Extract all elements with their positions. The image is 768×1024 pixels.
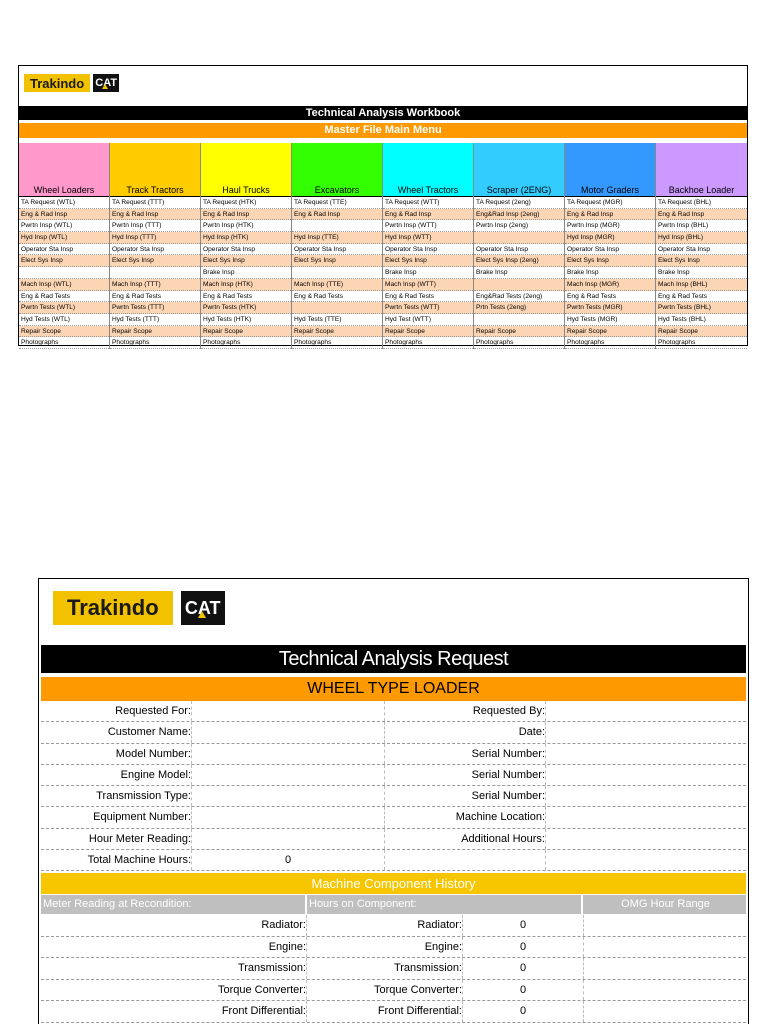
form-row (41, 744, 746, 765)
menu-link[interactable]: Pwrtn Tests (MGR) (565, 302, 655, 314)
cat-logo-icon: CAT (93, 74, 119, 92)
menu-column (383, 143, 474, 349)
field-input[interactable] (545, 744, 746, 764)
field-input[interactable] (545, 722, 746, 742)
menu-link[interactable]: Mach Insp (TTT) (110, 279, 200, 291)
menu-link[interactable]: Brake Insp (474, 267, 564, 279)
menu-link[interactable]: Brake Insp (201, 267, 291, 279)
menu-link[interactable]: Operator Sta Insp (292, 244, 382, 256)
menu-link[interactable]: Eng & Rad Insp (292, 209, 382, 221)
menu-link (292, 267, 382, 279)
form-row (41, 829, 746, 850)
menu-link[interactable]: Eng & Rad Tests (656, 291, 747, 303)
menu-column-header: Scraper (2ENG) (474, 143, 564, 197)
menu-link[interactable]: Mach Insp (HTK) (201, 279, 291, 291)
field-label (384, 850, 545, 870)
menu-link[interactable]: Mach Insp (BHL) (656, 279, 747, 291)
menu-link[interactable]: Photographs (201, 337, 291, 349)
component-hours[interactable]: 0 (463, 915, 584, 936)
menu-link[interactable]: Repair Scope (565, 326, 655, 338)
menu-link[interactable]: Elect Sys Insp (292, 255, 382, 267)
menu-link[interactable]: Eng&Rad Insp (2eng) (474, 209, 564, 221)
menu-link[interactable]: Hyd Tests (WTL) (19, 314, 109, 326)
menu-link[interactable]: Hyd Insp (WTT) (383, 232, 473, 244)
logo-brand: Trakindo (53, 591, 173, 625)
menu-link[interactable]: Pwrtn Insp (TTT) (110, 220, 200, 232)
field-input[interactable]: 0 (191, 850, 384, 870)
component-label: Radiator: (307, 915, 463, 936)
form-row (41, 765, 746, 786)
menu-link[interactable]: Eng & Rad Insp (383, 209, 473, 221)
history-row (41, 937, 746, 959)
field-input[interactable] (191, 786, 384, 806)
menu-link[interactable]: Eng & Rad Insp (19, 209, 109, 221)
menu-link[interactable]: TA Request (WTT) (383, 197, 473, 209)
menu-link[interactable]: Elect Sys Insp (656, 255, 747, 267)
field-label: Hour Meter Reading: (88, 832, 191, 845)
logo-brand: Trakindo (24, 74, 90, 92)
field-label: Additional Hours: (384, 829, 545, 849)
field-label: Requested By: (384, 701, 545, 721)
menu-column (656, 143, 747, 349)
menu-link[interactable]: Pwrtn Insp (WTL) (19, 220, 109, 232)
menu-link[interactable]: Hyd Insp (BHL) (656, 232, 747, 244)
menu-link[interactable]: Pwrtn Insp (MGR) (565, 220, 655, 232)
menu-link[interactable]: Photographs (565, 337, 655, 349)
menu-column (110, 143, 201, 349)
form-row (41, 722, 746, 743)
field-label: Total Machine Hours: (87, 854, 191, 867)
menu-link[interactable]: Elect Sys Insp (2eng) (474, 255, 564, 267)
menu-link[interactable]: Hyd Tests (MGR) (565, 314, 655, 326)
history-row (41, 980, 746, 1002)
meter-reading-header: Meter Reading at Recondition: (41, 895, 307, 914)
menu-link[interactable]: Operator Sta Insp (474, 244, 564, 256)
menu-link[interactable]: Eng&Rad Tests (2eng) (474, 291, 564, 303)
menu-link[interactable]: TA Request (TTE) (292, 197, 382, 209)
menu-link[interactable]: Photographs (383, 337, 473, 349)
menu-link[interactable]: Pwrtn Insp (BHL) (656, 220, 747, 232)
menu-link[interactable]: Hyd Insp (WTL) (19, 232, 109, 244)
menu-link[interactable]: Brake Insp (656, 267, 747, 279)
menu-link[interactable]: Pwrtn Tests (HTK) (201, 302, 291, 314)
menu-link[interactable]: Operator Sta Insp (19, 244, 109, 256)
component-label: Front Differential: (41, 1001, 307, 1022)
menu-link[interactable]: Hyd Tests (TTE) (292, 314, 382, 326)
menu-link[interactable]: Eng & Rad Insp (656, 209, 747, 221)
menu-link[interactable]: Hyd Insp (TTT) (110, 232, 200, 244)
omg-hour-range-cell[interactable] (584, 915, 746, 936)
component-history-title: Machine Component History (41, 873, 746, 894)
form-row (41, 850, 746, 871)
field-input[interactable] (545, 786, 746, 806)
menu-grid (19, 143, 747, 349)
menu-link[interactable]: Brake Insp (383, 267, 473, 279)
field-label: Transmission Type: (96, 790, 191, 803)
menu-link[interactable]: Pwrtn Tests (TTT) (110, 302, 200, 314)
menu-link (292, 302, 382, 314)
form-row (41, 807, 746, 828)
menu-link[interactable]: Repair Scope (19, 326, 109, 338)
menu-link[interactable]: TA Request (HTK) (201, 197, 291, 209)
cat-logo-icon: CAT (181, 591, 225, 625)
menu-link (292, 220, 382, 232)
request-title: Technical Analysis Request (41, 645, 746, 673)
field-input[interactable] (191, 765, 384, 785)
component-label: Engine: (307, 937, 463, 958)
field-label: Requested For: (115, 705, 191, 717)
field-label: Machine Location: (384, 807, 545, 827)
menu-link[interactable]: Mach Insp (MGR) (565, 279, 655, 291)
menu-link[interactable]: Repair Scope (201, 326, 291, 338)
menu-link[interactable]: Pwrtn Insp (WTT) (383, 220, 473, 232)
menu-link[interactable]: TA Request (2eng) (474, 197, 564, 209)
menu-link[interactable]: Eng & Rad Insp (110, 209, 200, 221)
field-label: Equipment Number: (93, 811, 191, 824)
component-history-header (41, 895, 746, 914)
field-input[interactable] (191, 744, 384, 764)
menu-link[interactable]: Hyd Insp (MGR) (565, 232, 655, 244)
form-row (41, 701, 746, 722)
component-label: Front Differential: (307, 1001, 463, 1022)
component-label: Torque Converter: (307, 980, 463, 1001)
field-input[interactable] (545, 765, 746, 785)
omg-hour-range-cell[interactable] (584, 958, 746, 979)
menu-link[interactable]: Eng & Rad Insp (565, 209, 655, 221)
menu-link[interactable]: Hyd Tests (HTK) (201, 314, 291, 326)
field-label: Customer Name: (107, 726, 191, 739)
main-menu-title: Master File Main Menu (19, 123, 747, 138)
menu-link[interactable]: Eng & Rad Tests (110, 291, 200, 303)
form-row (41, 786, 746, 807)
workbook-title: Technical Analysis Workbook (19, 106, 747, 120)
omg-hour-range-cell[interactable] (584, 937, 746, 958)
field-input[interactable] (191, 701, 384, 721)
menu-link[interactable]: Repair Scope (292, 326, 382, 338)
field-label: Date: (384, 722, 545, 742)
menu-link[interactable]: Pwrtn Tests (BHL) (656, 302, 747, 314)
component-hours[interactable]: 0 (463, 980, 584, 1001)
history-row (41, 915, 746, 937)
trakindo-cat-logo (24, 74, 119, 92)
menu-link[interactable]: Hyd Test (WTT) (383, 314, 473, 326)
component-label: Transmission: (41, 958, 307, 979)
field-input[interactable] (191, 829, 384, 849)
component-label: Transmission: (307, 958, 463, 979)
menu-link[interactable]: Eng & Rad Insp (201, 209, 291, 221)
menu-link[interactable]: Photographs (292, 337, 382, 349)
field-label: Serial Number: (384, 744, 545, 764)
component-history-rows (41, 915, 746, 1023)
menu-column-header: Backhoe Loader (656, 143, 747, 197)
component-hours[interactable]: 0 (463, 937, 584, 958)
menu-column-header: Track Tractors (110, 143, 200, 197)
menu-link (110, 267, 200, 279)
menu-link[interactable]: Hyd Insp (TTE) (292, 232, 382, 244)
menu-link[interactable]: Mach Insp (TTE) (292, 279, 382, 291)
menu-link[interactable]: Hyd Tests (BHL) (656, 314, 747, 326)
menu-link[interactable]: TA Request (MGR) (565, 197, 655, 209)
menu-link[interactable]: Prtn Tests (2eng) (474, 302, 564, 314)
menu-link[interactable]: Brake Insp (565, 267, 655, 279)
menu-column (565, 143, 656, 349)
field-input[interactable] (545, 807, 746, 827)
menu-column-header: Motor Graders (565, 143, 655, 197)
field-input[interactable] (545, 850, 746, 870)
omg-hour-range-cell[interactable] (584, 980, 746, 1001)
menu-link[interactable]: TA Request (WTL) (19, 197, 109, 209)
menu-link[interactable]: Elect Sys Insp (201, 255, 291, 267)
menu-link[interactable]: Photographs (110, 337, 200, 349)
menu-link[interactable]: Mach Insp (WTT) (383, 279, 473, 291)
menu-link[interactable]: Repair Scope (110, 326, 200, 338)
menu-link[interactable]: TA Request (TTT) (110, 197, 200, 209)
menu-link[interactable]: Eng & Rad Tests (565, 291, 655, 303)
omg-hour-range-header: OMG Hour Range (621, 898, 710, 910)
menu-link[interactable]: Operator Sta Insp (383, 244, 473, 256)
component-label: Engine: (41, 937, 307, 958)
menu-link[interactable]: Eng & Rad Tests (383, 291, 473, 303)
menu-column-header: Haul Trucks (201, 143, 291, 197)
menu-link[interactable]: Pwrtn Insp (HTK) (201, 220, 291, 232)
menu-link[interactable]: Operator Sta Insp (565, 244, 655, 256)
field-label: Serial Number: (384, 786, 545, 806)
menu-link[interactable]: Pwrtn Tests (WTL) (19, 302, 109, 314)
component-label: Torque Converter: (41, 980, 307, 1001)
ta-request-sheet (38, 578, 749, 1024)
menu-link[interactable]: Repair Scope (656, 326, 747, 338)
menu-link[interactable]: Elect Sys Insp (383, 255, 473, 267)
menu-link[interactable]: Hyd Insp (HTK) (201, 232, 291, 244)
history-row (41, 1001, 746, 1023)
menu-link[interactable]: Operator Sta Insp (201, 244, 291, 256)
request-form (41, 701, 746, 871)
menu-link[interactable]: Pwrtn Tests (WTT) (383, 302, 473, 314)
menu-column-header: Wheel Tractors (383, 143, 473, 197)
menu-link[interactable]: Repair Scope (474, 326, 564, 338)
menu-link[interactable]: Mach Insp (WTL) (19, 279, 109, 291)
menu-column (474, 143, 565, 349)
menu-link (19, 267, 109, 279)
menu-link[interactable]: Eng & Rad Tests (292, 291, 382, 303)
field-input[interactable] (545, 701, 746, 721)
omg-hour-range-cell[interactable] (584, 1001, 746, 1022)
menu-link[interactable]: Photographs (656, 337, 747, 349)
menu-link (474, 232, 564, 244)
machine-type-title: WHEEL TYPE LOADER (41, 677, 746, 701)
menu-link[interactable]: Photographs (474, 337, 564, 349)
field-input[interactable] (545, 829, 746, 849)
master-menu-sheet (18, 65, 748, 346)
hours-on-component-header: Hours on Component: (307, 895, 583, 914)
field-input[interactable] (191, 722, 384, 742)
menu-link (474, 279, 564, 291)
menu-column (201, 143, 292, 349)
menu-link[interactable]: Elect Sys Insp (565, 255, 655, 267)
field-label: Serial Number: (384, 765, 545, 785)
field-label: Engine Model: (120, 768, 191, 781)
menu-link[interactable]: TA Request (BHL) (656, 197, 747, 209)
menu-link[interactable]: Eng & Rad Tests (201, 291, 291, 303)
menu-link[interactable]: Operator Sta Insp (110, 244, 200, 256)
menu-column (292, 143, 383, 349)
component-label: Radiator: (41, 915, 307, 936)
menu-link[interactable]: Eng & Rad Tests (19, 291, 109, 303)
menu-link[interactable]: Hyd Tests (TTT) (110, 314, 200, 326)
menu-column (19, 143, 110, 349)
menu-link[interactable]: Elect Sys Insp (19, 255, 109, 267)
component-hours[interactable]: 0 (463, 958, 584, 979)
menu-link[interactable]: Operator Sta Insp (656, 244, 747, 256)
menu-link (474, 314, 564, 326)
trakindo-cat-logo (53, 591, 225, 625)
menu-link[interactable]: Repair Scope (383, 326, 473, 338)
menu-link[interactable]: Pwrtn Insp (2eng) (474, 220, 564, 232)
history-row (41, 958, 746, 980)
menu-link[interactable]: Elect Sys Insp (110, 255, 200, 267)
component-hours[interactable]: 0 (463, 1001, 584, 1022)
menu-column-header: Excavators (292, 143, 382, 197)
field-input[interactable] (191, 807, 384, 827)
menu-link[interactable]: Photographs (19, 337, 109, 349)
menu-column-header: Wheel Loaders (19, 143, 109, 197)
field-label: Model Number: (115, 747, 191, 760)
